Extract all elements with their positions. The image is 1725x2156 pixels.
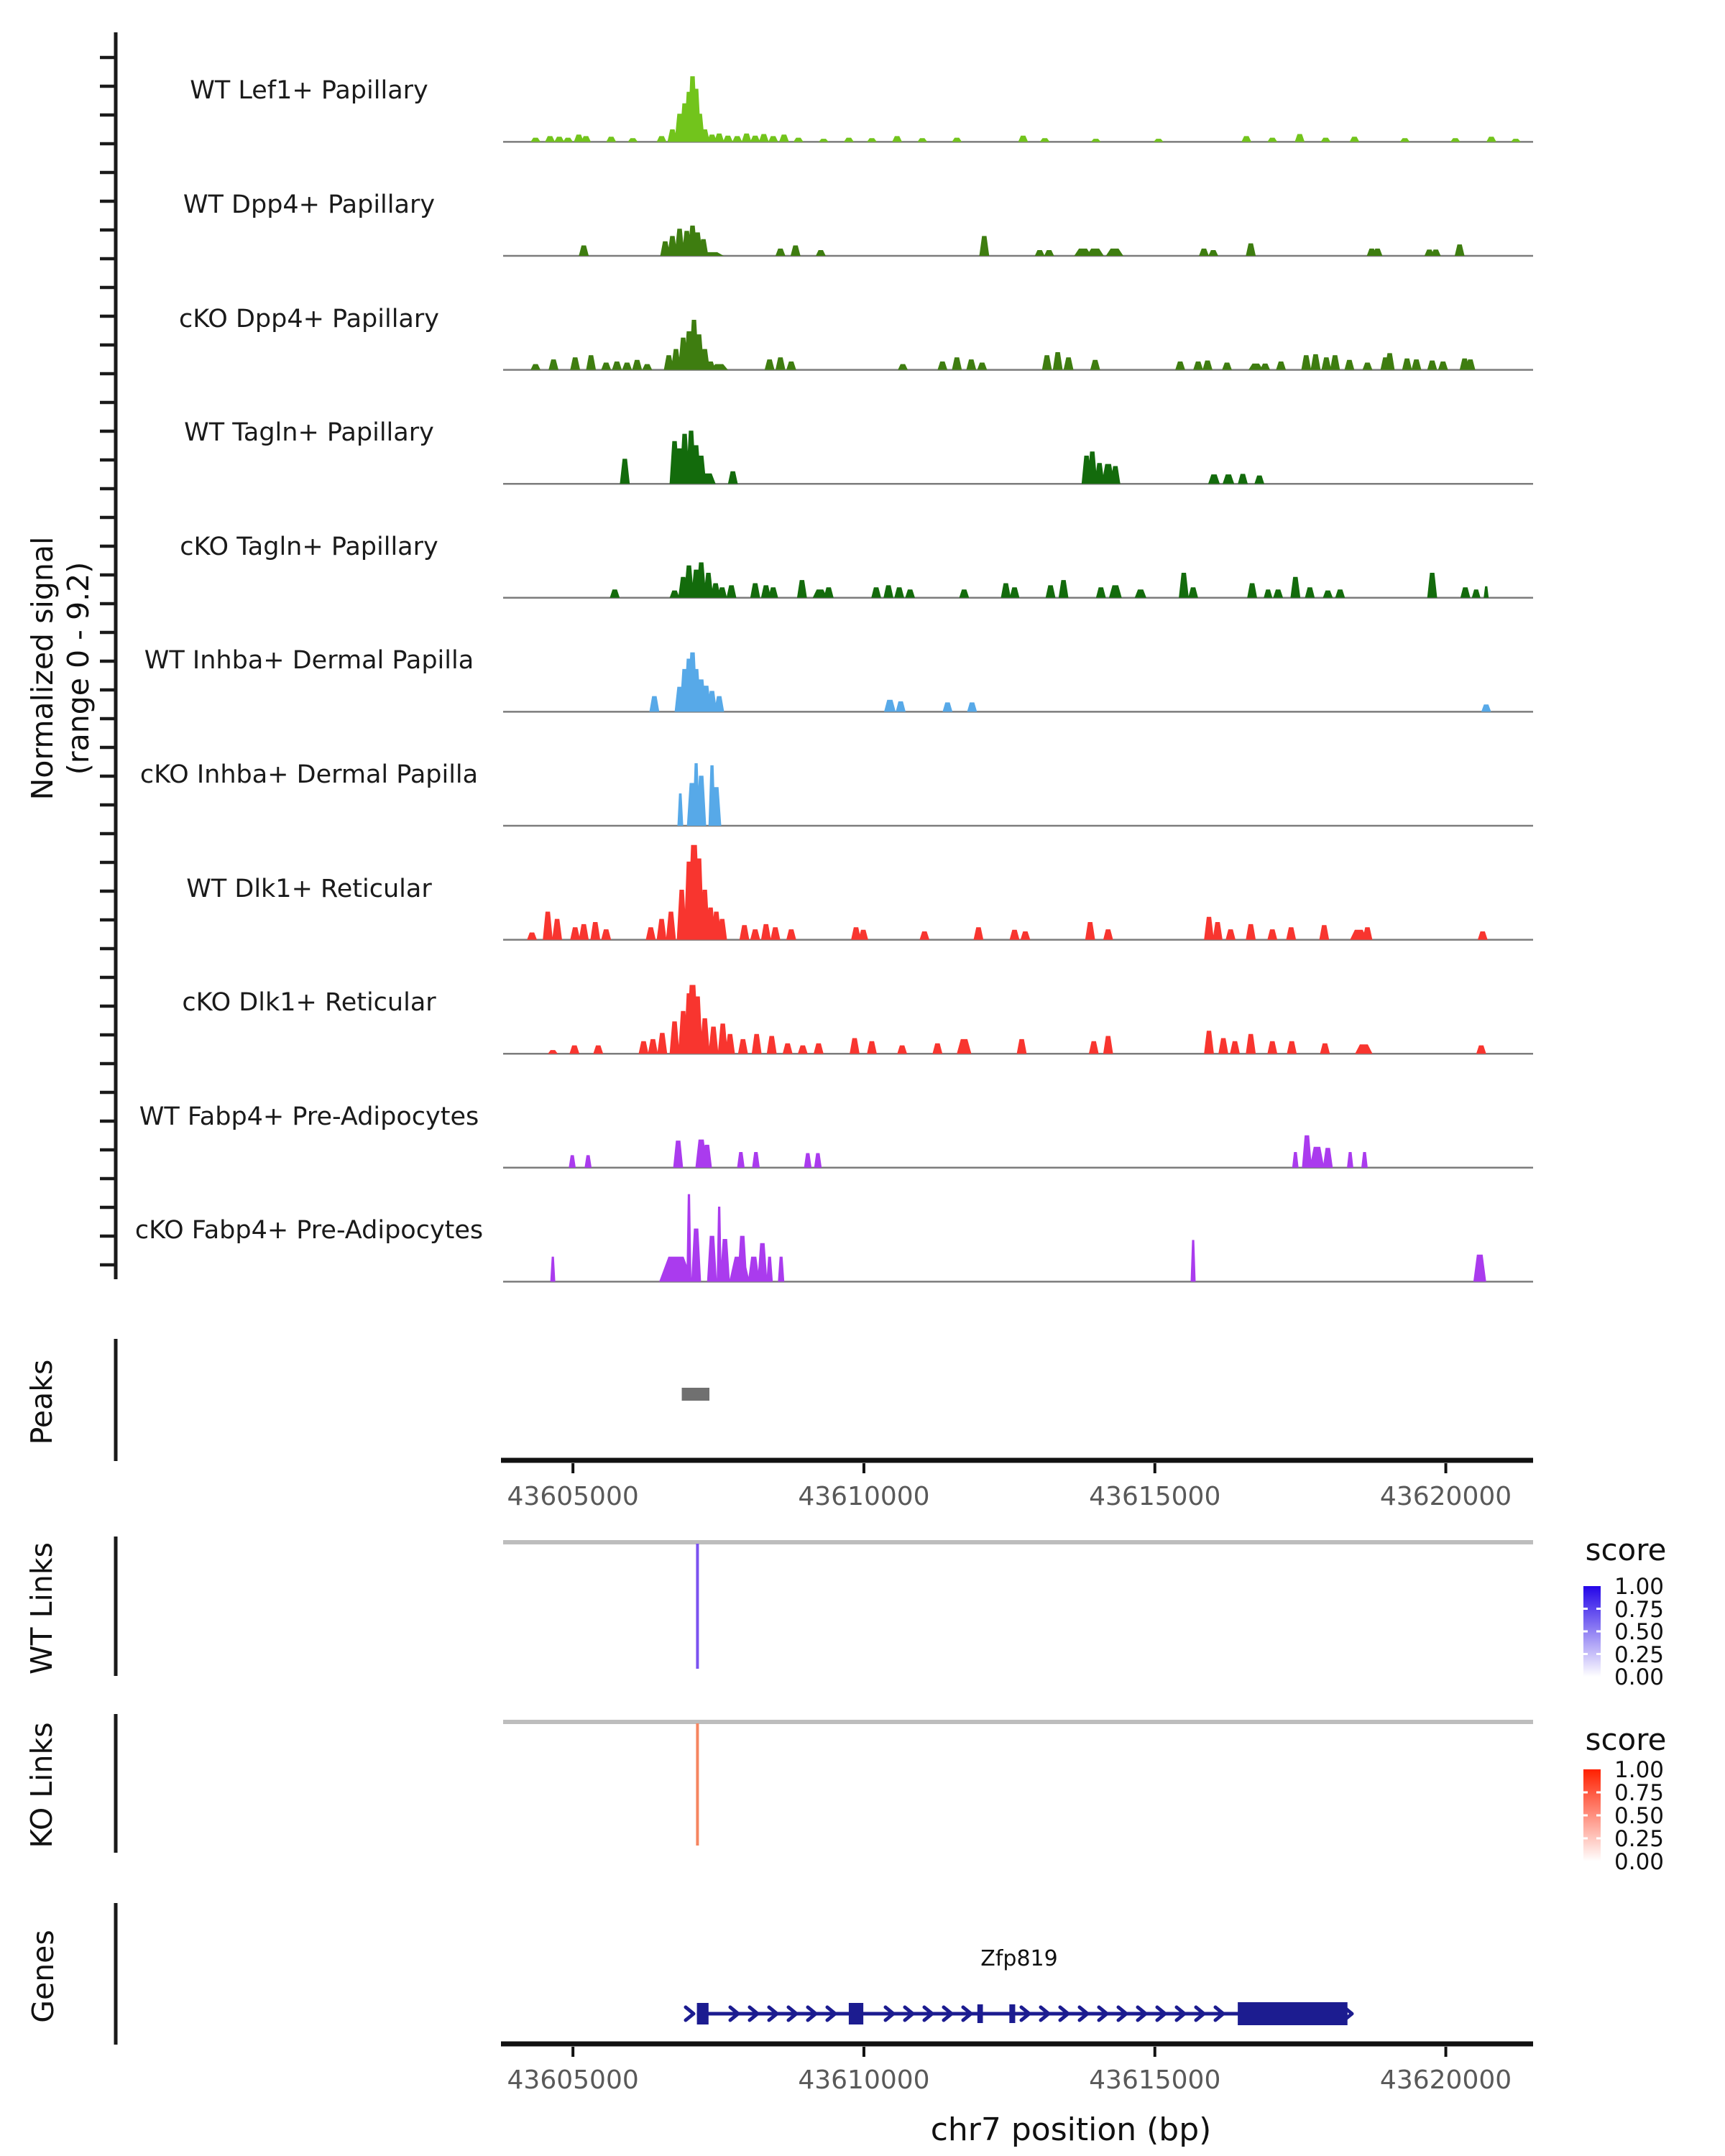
track-label-wt-inhba: WT Inhba+ Dermal Papilla bbox=[144, 646, 474, 676]
ko-legend-tick-100: 1.00 bbox=[1614, 1757, 1665, 1783]
wt-links-legend-title: score bbox=[1585, 1532, 1667, 1567]
track-label-wt-dpp4: WT Dpp4+ Papillary bbox=[183, 190, 436, 219]
wt-score-legend-bar bbox=[1583, 1586, 1601, 1677]
coverage-track-6 bbox=[503, 763, 1533, 826]
ko-links-panel-label: KO Links bbox=[24, 1722, 59, 1848]
gene-name-label: Zfp819 bbox=[980, 1946, 1058, 1971]
coverage-track-2 bbox=[503, 320, 1533, 370]
ko-links-legend-title: score bbox=[1585, 1722, 1667, 1757]
ko-legend-tick-050: 0.50 bbox=[1614, 1803, 1665, 1829]
coverage-area-10 bbox=[551, 1194, 1486, 1282]
coverage-area-2 bbox=[530, 320, 1475, 370]
gene-exon bbox=[978, 2004, 983, 2023]
gene-exon bbox=[697, 2003, 709, 2024]
coverage-track-4 bbox=[503, 563, 1533, 598]
track-label-wt-tagln: WT Tagln+ Papillary bbox=[184, 418, 434, 448]
track-label-cko-tagln: cKO Tagln+ Papillary bbox=[180, 532, 438, 561]
ko-links-panel bbox=[116, 1714, 1533, 1853]
y-axis-label-line1: Normalized signal bbox=[25, 536, 60, 801]
coverage-track-0 bbox=[503, 76, 1533, 142]
peaks-panel bbox=[116, 1339, 709, 1461]
coverage-track-8 bbox=[503, 985, 1533, 1054]
axis2-tick-43620000: 43620000 bbox=[1379, 2065, 1512, 2095]
coverage-track-7 bbox=[503, 845, 1533, 940]
axis1-tick-43610000: 43610000 bbox=[798, 1482, 930, 1511]
track-label-cko-fabp4: cKO Fabp4+ Pre-Adipocytes bbox=[134, 1216, 484, 1245]
coverage-area-0 bbox=[530, 76, 1521, 142]
ko-legend-tick-000: 0.00 bbox=[1614, 1849, 1665, 1875]
axis1 bbox=[501, 1460, 1533, 1473]
track-label-wt-lef1: WT Lef1+ Papillary bbox=[190, 76, 428, 106]
wt-legend-tick-075: 0.75 bbox=[1614, 1596, 1665, 1623]
gene-strand-arrow-icon bbox=[686, 2007, 694, 2020]
wt-legend-tick-000: 0.00 bbox=[1614, 1664, 1665, 1690]
coverage-track-9 bbox=[503, 1135, 1533, 1168]
axis2-tick-43615000: 43615000 bbox=[1089, 2065, 1221, 2095]
y-axis-label bbox=[24, 345, 96, 992]
track-label-cko-inhba: cKO Inhba+ Dermal Papilla bbox=[139, 760, 479, 789]
axis1-tick-43605000: 43605000 bbox=[507, 1482, 639, 1511]
axis2 bbox=[501, 2044, 1533, 2057]
axis2-tick-43610000: 43610000 bbox=[798, 2065, 930, 2095]
coverage-area-8 bbox=[548, 985, 1486, 1054]
coverage-area-5 bbox=[650, 653, 1491, 712]
coverage-area-9 bbox=[569, 1135, 1368, 1168]
wt-legend-tick-050: 0.50 bbox=[1614, 1619, 1665, 1645]
peaks-panel-label: Peaks bbox=[24, 1359, 59, 1445]
coverage-track-5 bbox=[503, 653, 1533, 712]
peak-interval bbox=[682, 1388, 709, 1401]
coverage-area-7 bbox=[527, 845, 1488, 940]
coverage-area-4 bbox=[610, 563, 1489, 598]
coverage-area-6 bbox=[678, 763, 722, 826]
axis2-tick-43605000: 43605000 bbox=[507, 2065, 639, 2095]
genes-panel-label: Genes bbox=[26, 1930, 60, 2023]
coverage-area-3 bbox=[620, 430, 1264, 484]
ko-legend-tick-025: 0.25 bbox=[1614, 1826, 1665, 1852]
coverage-tracks bbox=[503, 76, 1533, 1281]
track-label-wt-fabp4: WT Fabp4+ Pre-Adipocytes bbox=[139, 1102, 479, 1131]
axis1-tick-43620000: 43620000 bbox=[1379, 1482, 1512, 1511]
wt-legend-tick-100: 1.00 bbox=[1614, 1574, 1665, 1600]
track-label-cko-dlk1: cKO Dlk1+ Reticular bbox=[182, 988, 436, 1018]
x-axis-title: chr7 position (bp) bbox=[930, 2111, 1212, 2148]
coverage-track-3 bbox=[503, 430, 1533, 484]
gene-exon bbox=[1238, 2002, 1348, 2025]
ko-legend-tick-075: 0.75 bbox=[1614, 1780, 1665, 1806]
coverage-track-10 bbox=[503, 1194, 1533, 1282]
wt-legend-tick-025: 0.25 bbox=[1614, 1641, 1665, 1668]
ko-score-legend-bar bbox=[1583, 1769, 1601, 1861]
coverage-area-1 bbox=[579, 226, 1464, 256]
axis1-tick-43615000: 43615000 bbox=[1089, 1482, 1221, 1511]
wt-links-panel bbox=[116, 1537, 1533, 1676]
wt-links-panel-label: WT Links bbox=[24, 1542, 59, 1674]
y-axis-label-line2: (range 0 - 9.2) bbox=[61, 561, 96, 775]
coverage-track-1 bbox=[503, 226, 1533, 256]
track-label-cko-dpp4: cKO Dpp4+ Papillary bbox=[179, 304, 439, 333]
gene-exon bbox=[1009, 2004, 1015, 2023]
gene-exon bbox=[849, 2003, 863, 2024]
gene-model-zfp819 bbox=[116, 1903, 1352, 2045]
track-label-wt-dlk1: WT Dlk1+ Reticular bbox=[186, 874, 432, 903]
